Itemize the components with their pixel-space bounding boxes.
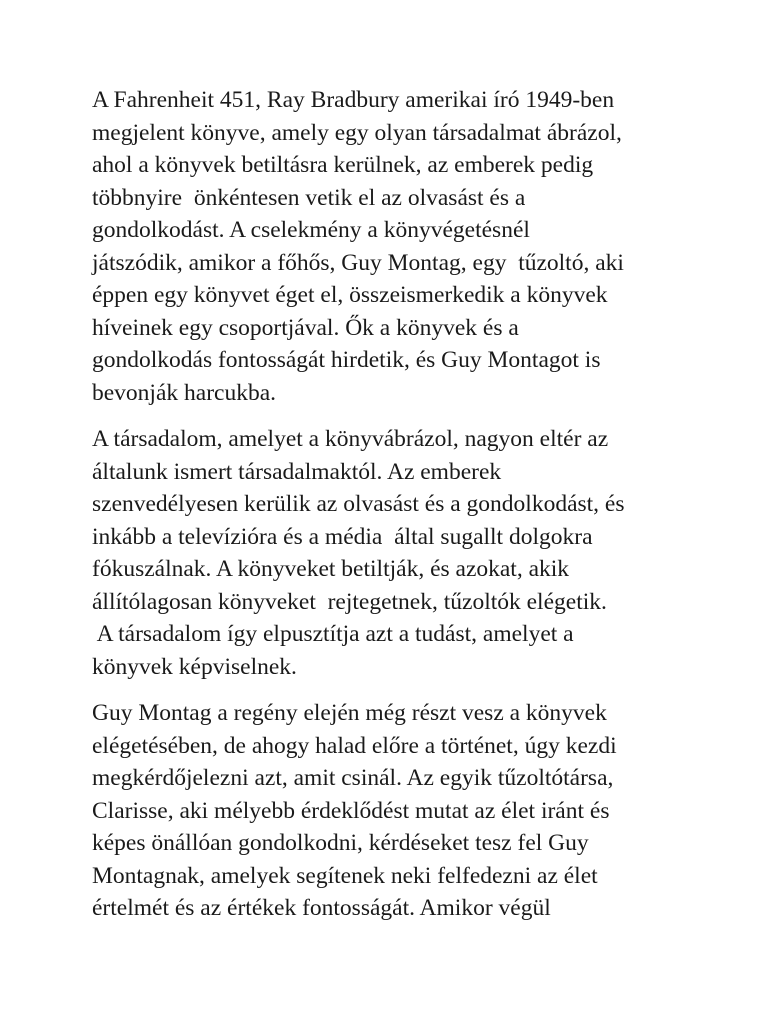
text-line: többnyire önkéntesen vetik el az olvasást és a <box>92 184 526 211</box>
text-line: Guy Montag a regény elején még részt vesz a könyvek <box>92 700 607 726</box>
paragraph-2 <box>92 423 692 683</box>
text-line: A Fahrenheit 451, Ray Bradbury amerikai író 1949-ben <box>92 87 615 113</box>
text-line: A társadalom, amelyet a könyvábrázol, nagyon eltér az <box>92 426 609 452</box>
text-line: éppen egy könyvet éget el, összeismerkedik a könyvek <box>92 282 608 308</box>
document-page <box>92 84 692 939</box>
paragraph-1 <box>92 84 692 409</box>
text-line: állítólagosan könyveket rejtegetnek, tűzoltók elégetik. <box>92 588 607 615</box>
text-line: Clarisse, aki mélyebb érdeklődést mutat az élet iránt és <box>92 797 610 824</box>
text-line: elégetésében, de ahogy halad előre a történet, úgy kezdi <box>92 732 617 759</box>
text-line: játszódik, amikor a főhős, Guy Montag, egy tűzoltó, aki <box>92 249 624 276</box>
text-line: képes önállóan gondolkodni, kérdéseket tesz fel Guy <box>92 830 589 856</box>
text-line: általunk ismert társadalmaktól. Az emberek <box>92 458 502 485</box>
text-line: híveinek egy csoportjával. Ők a könyvek és a <box>92 314 519 341</box>
text-line: Montagnak, amelyek segítenek neki felfedezni az élet <box>92 862 598 889</box>
text-line: megjelent könyve, amely egy olyan társadalmat ábrázol, <box>92 119 622 146</box>
text-line: fókuszálnak. A könyveket betiltják, és azokat, akik <box>92 556 570 582</box>
text-line: A társadalom így elpusztítja azt a tudást, amelyet a <box>92 621 574 647</box>
text-line: értelmét és az értékek fontosságát. Amikor végül <box>92 895 551 921</box>
text-line: inkább a televízióra és a média által sugallt dolgokra <box>92 523 593 550</box>
text-line: gondolkodás fontosságát hirdetik, és Guy Montagot is <box>92 347 601 373</box>
text-line: könyvek képviselnek. <box>92 653 297 680</box>
text-line: megkérdőjelezni azt, amit csinál. Az egyik tűzoltótársa, <box>92 765 614 791</box>
text-line: ahol a könyvek betiltásra kerülnek, az emberek pedig <box>92 152 594 178</box>
text-line: bevonják harcukba. <box>92 379 277 406</box>
text-line: szenvedélyesen kerülik az olvasást és a gondolkodást, és <box>92 491 625 517</box>
text-line: gondolkodást. A cselekmény a könyvégetésnél <box>92 217 530 243</box>
paragraph-3 <box>92 697 692 925</box>
